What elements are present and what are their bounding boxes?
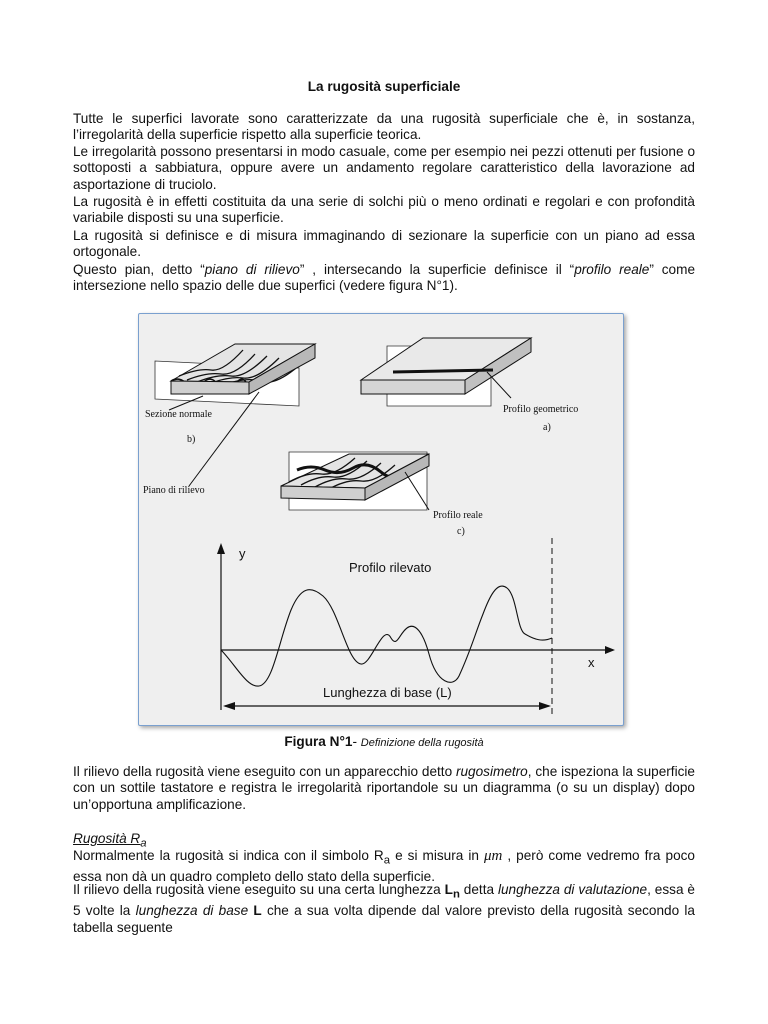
heading-ra-sub: a (140, 837, 147, 850)
ra-text-1a: Normalmente la rugosità si indica con il simbolo R (73, 848, 384, 863)
term-rugosimetro: rugosimetro (455, 764, 528, 779)
ra-text-2d: , essa è 5 volte la (73, 882, 695, 919)
label-c: c) (457, 526, 465, 537)
measured-profile-curve (221, 586, 552, 686)
block-c-illustration (281, 452, 429, 510)
intro-paragraph-1 (73, 111, 695, 144)
body-paragraph-rugosimetro (73, 764, 695, 813)
block-b-front (171, 381, 249, 394)
term-profilo-reale: profilo reale (574, 262, 650, 277)
block-c-front (281, 486, 365, 500)
ra-text-1c: , però come vedremo fra poco essa non dà un quadro completo dello stato della superficie. (73, 848, 695, 885)
intro-paragraph-4 (73, 228, 695, 261)
symbol-ln-sub: n (452, 888, 460, 901)
ra-text-2a: Il rilievo della rugosità viene eseguito su una certa lunghezza (73, 882, 445, 897)
intro-text-5c: ” , intersecando la superficie definisce il “ (299, 262, 575, 277)
block-a-illustration (361, 338, 531, 406)
intro-paragraph-2 (73, 144, 695, 193)
axis-label-y: y (239, 546, 246, 561)
page-title: La rugosità superficiale (307, 79, 461, 94)
intro-paragraph-3 (73, 194, 695, 227)
caption-text: Definizione della rugosità (360, 737, 484, 749)
label-a: a) (543, 422, 551, 433)
label-profilo-reale: Profilo reale (433, 510, 483, 521)
term-lunghezza-di-valutazione: lunghezza di valutazione (497, 882, 648, 897)
label-sezione-normale: Sezione normale (145, 409, 212, 420)
body-text-1a: Il rilievo della rugosità viene eseguito con un apparecchio detto (73, 764, 456, 779)
y-axis-arrow (217, 543, 225, 554)
term-lunghezza-di-base: lunghezza di base (135, 903, 249, 919)
x-axis-arrow (605, 646, 615, 654)
base-length-arrow-right (539, 702, 551, 710)
symbol-ln (444, 882, 460, 901)
heading-ra-main: Rugosità R (73, 831, 141, 846)
intro-text-4: La rugosità si definisce e di misura immaginando di sezionare la superficie con un piano ad essa ortogonale. (73, 228, 695, 260)
base-length-arrow-left (223, 702, 235, 710)
caption-separator: - (352, 734, 361, 749)
caption-title: Figura N°1 (284, 734, 353, 749)
block-a-geometric-profile (393, 370, 493, 372)
intro-text-2: Le irregolarità possono presentarsi in modo casuale, come per esempio nei pezzi ottenuti per fusione o sottoposti a sabbiatura, oppure avere un andamento regolare caratteristico della lavorazione ad asportazione di truciolo. (73, 144, 695, 192)
symbol-ln-main: L (444, 882, 453, 897)
label-profilo-rilevato: Profilo rilevato (349, 560, 432, 575)
intro-text-1: Tutte le superfici lavorate sono caratterizzate da una rugosità superficiale che è, in sostanza, l’irregolarità della superficie rispetto alla superficie teorica. (73, 111, 695, 143)
label-b: b) (187, 434, 196, 445)
figure-caption (73, 734, 695, 749)
axis-label-x: x (588, 655, 595, 670)
ra-text-1b: e si misura in (390, 848, 484, 863)
label-lunghezza-di-base: Lunghezza di base (L) (323, 685, 452, 700)
intro-text-3: La rugosità è in effetti costituita da una serie di solchi più o meno ordinati e regolari e con profondità variabile disposti su una superficie. (73, 194, 695, 226)
leader-piano (189, 392, 259, 486)
term-piano-di-rilievo: piano di rilievo (204, 262, 300, 277)
figure-1-drawing (139, 314, 623, 725)
body-text-1c: , che ispeziona la superficie con un sottile tastatore e registra le irregolarità riportandole su un diagramma (o su un display) dopo un’opportuna amplificazione. (73, 764, 695, 812)
ra-text-1-sub: a (383, 854, 391, 867)
intro-text-5a: Questo pian, detto “ (73, 262, 205, 277)
label-profilo-geometrico: Profilo geometrico (503, 404, 579, 415)
ra-paragraph-1 (73, 848, 695, 886)
symbol-l: L (253, 903, 262, 919)
unit-micrometer: μm (483, 848, 503, 864)
label-piano-di-rilievo: Piano di rilievo (143, 485, 205, 496)
intro-text-5e: ” come intersezione nello spazio delle due superfici (vedere figura N°1). (73, 262, 695, 294)
intro-paragraph-5 (73, 262, 695, 295)
block-a-front (361, 380, 465, 394)
ra-text-2b: detta (459, 882, 498, 897)
ra-paragraph-2 (73, 882, 695, 936)
ra-text-2g: che a sua volta dipende dal valore previsto della rugosità secondo la tabella seguente (73, 903, 695, 935)
figure-1 (138, 313, 624, 726)
section-heading-ra-text (73, 831, 147, 850)
